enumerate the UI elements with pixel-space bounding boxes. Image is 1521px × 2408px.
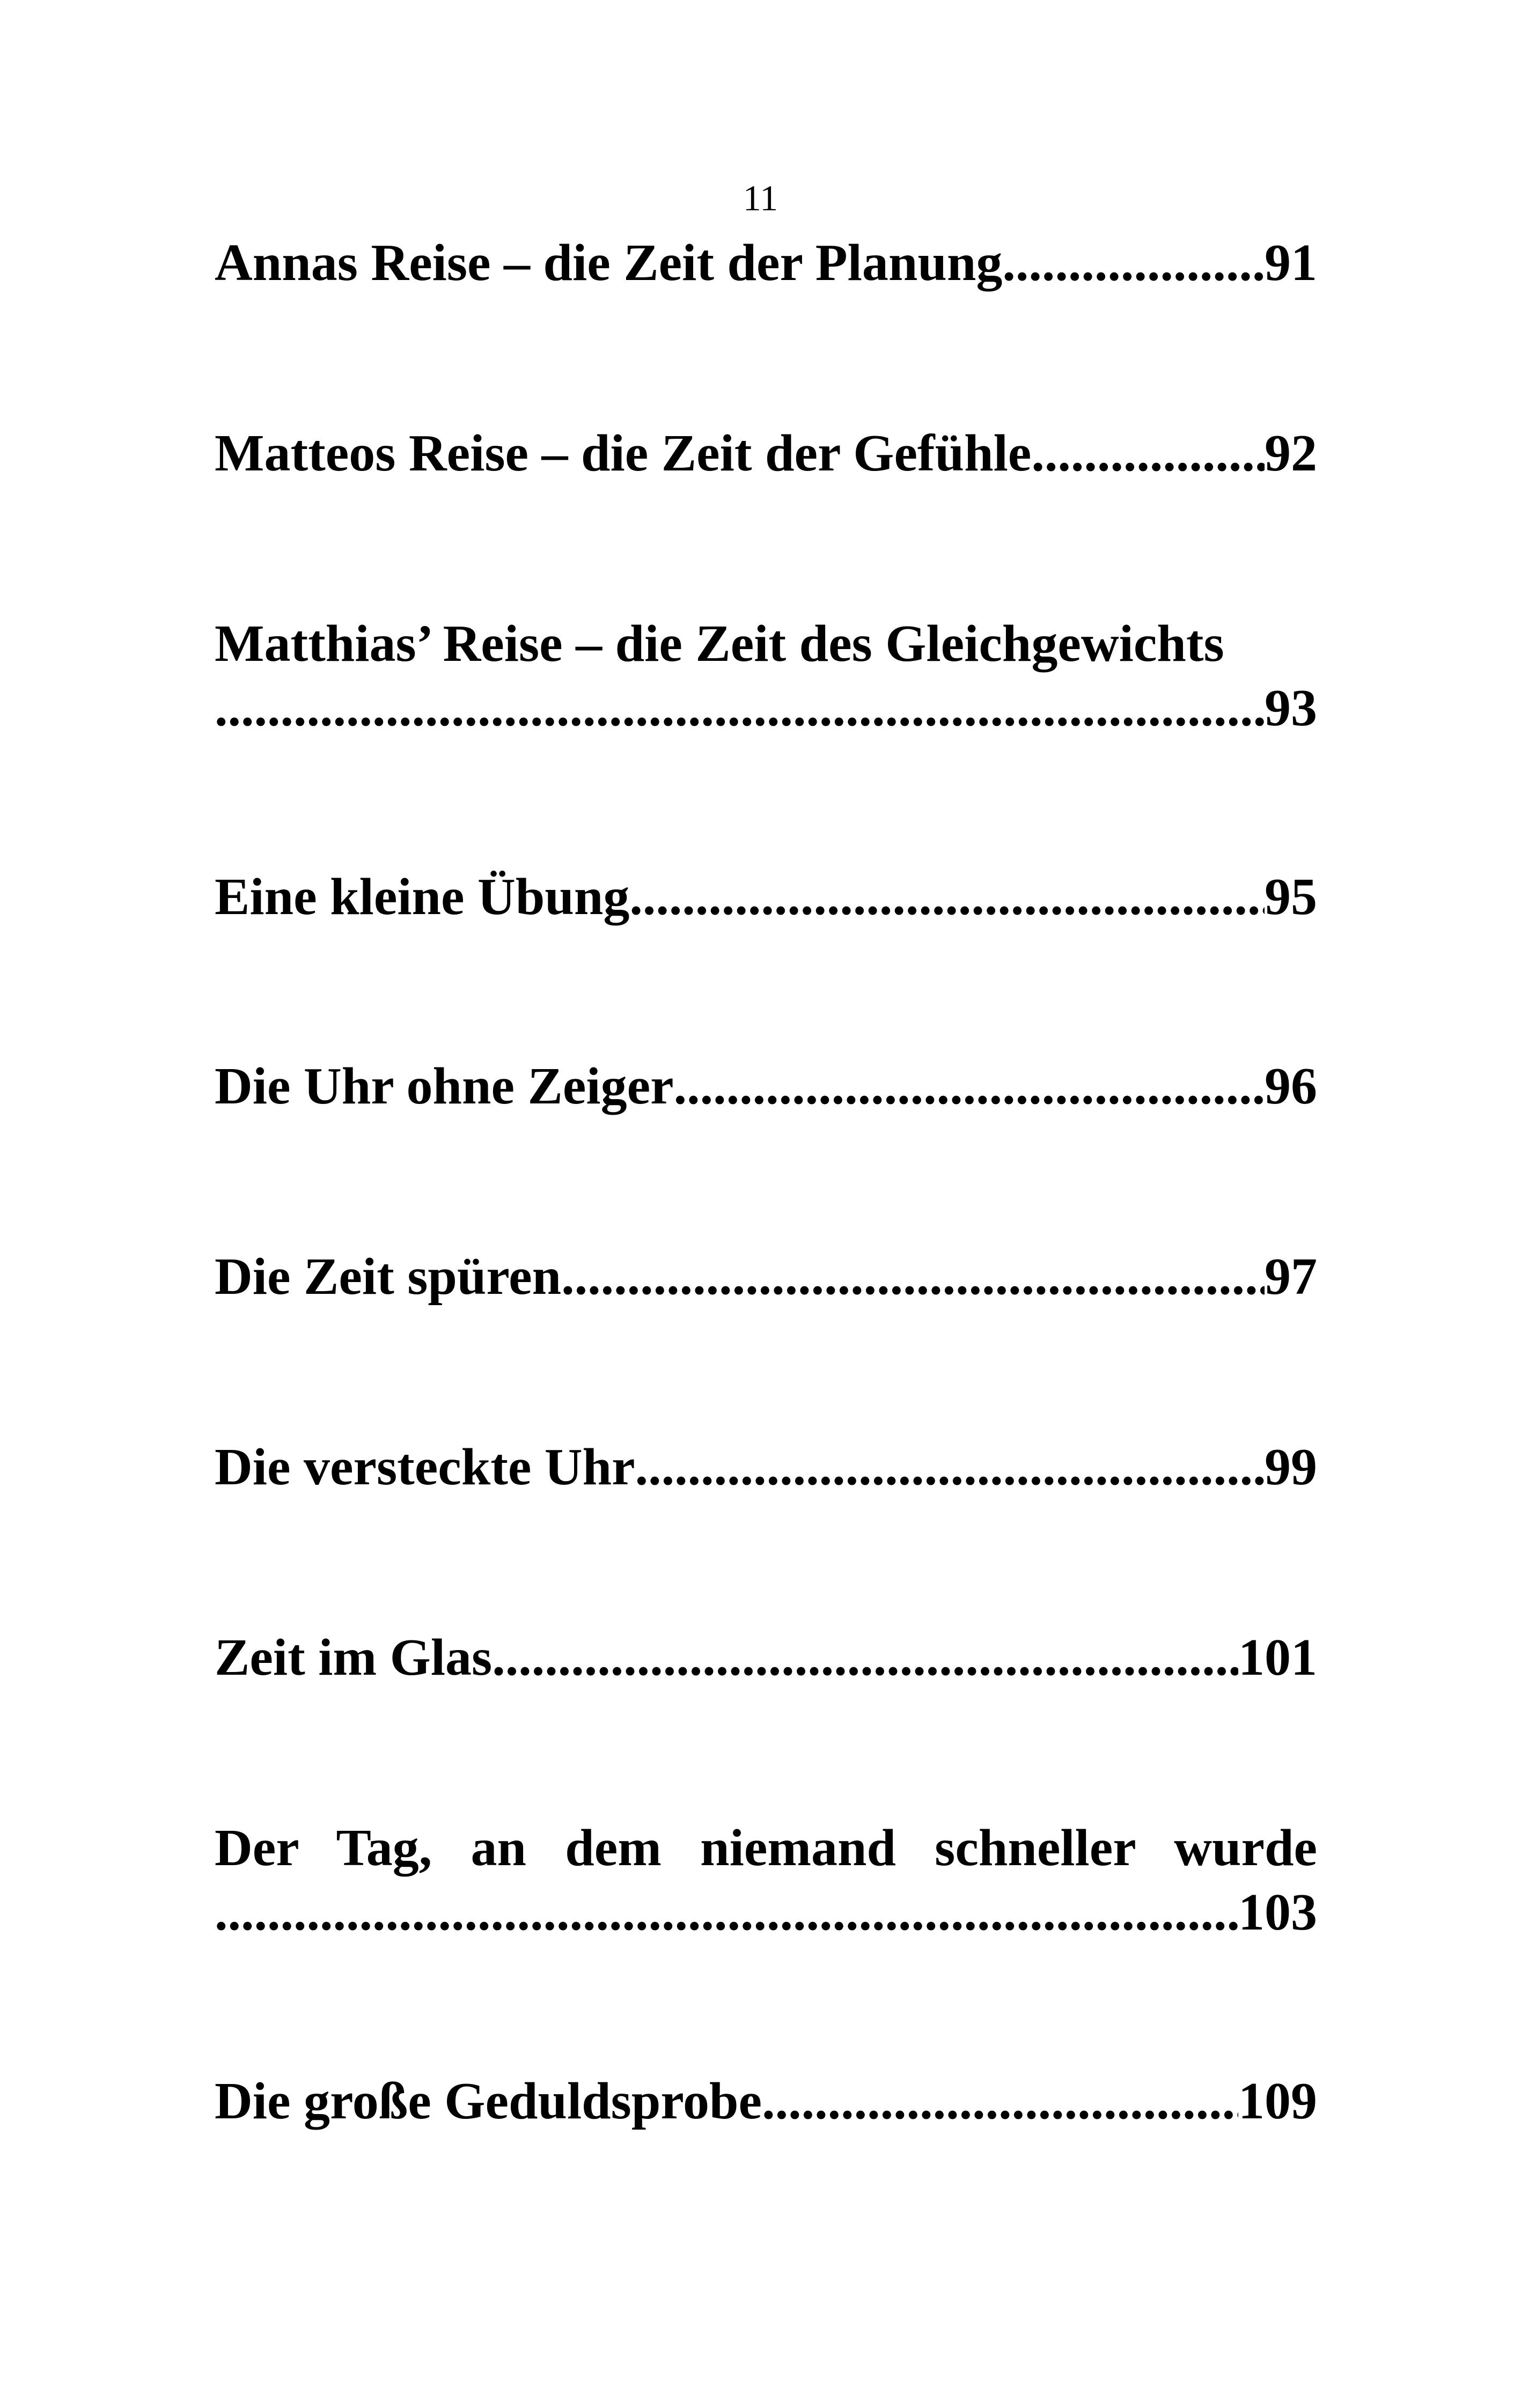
toc-leader-dots — [1031, 421, 1265, 485]
toc-leader-dots — [215, 1880, 1238, 1945]
toc-leader-dots — [1002, 231, 1265, 295]
toc-entry-title: Die große Geduldsprobe — [215, 2072, 762, 2130]
toc-leader-dots — [492, 1625, 1238, 1690]
toc-entry-title: Matteos Reise – die Zeit der Gefühle — [215, 424, 1032, 482]
toc-entry — [215, 1054, 1317, 1118]
toc-entry-page: 92 — [1265, 424, 1317, 482]
toc-entry — [215, 1816, 1317, 1945]
toc-entry — [215, 421, 1317, 485]
toc-entry — [215, 231, 1317, 295]
toc-entry-page: 93 — [1265, 679, 1317, 737]
toc-entry-title: Annas Reise – die Zeit der Planung — [215, 234, 1003, 292]
toc-entry-page: 99 — [1265, 1438, 1317, 1496]
toc-leader-dots — [215, 676, 1265, 740]
toc-entry — [215, 865, 1317, 929]
toc-leader-dots — [635, 1435, 1265, 1499]
toc-entry-page: 101 — [1238, 1629, 1317, 1687]
toc-leader-dots — [629, 865, 1265, 929]
toc-entry-title: Zeit im Glas — [215, 1629, 493, 1687]
toc-entry-title: Matthias’ Reise – die Zeit des Gleichgewichts — [215, 615, 1224, 673]
toc-entry — [215, 1625, 1317, 1690]
toc-entry-page: 109 — [1238, 2072, 1317, 2130]
toc-entry-page: 91 — [1265, 234, 1317, 292]
toc-leader-dots — [762, 2069, 1238, 2133]
toc-entry-page: 96 — [1265, 1057, 1317, 1115]
toc-entry-page: 103 — [1238, 1883, 1317, 1941]
toc-entry-title: Die Zeit spüren — [215, 1248, 562, 1306]
toc-entry — [215, 1435, 1317, 1499]
toc-entry-title: Die versteckte Uhr — [215, 1438, 635, 1496]
toc-entry — [215, 1244, 1317, 1309]
toc-entry-title: Der Tag, an dem niemand schneller wurde — [215, 1819, 1317, 1877]
toc-entry-title: Die Uhr ohne Zeiger — [215, 1057, 674, 1115]
toc-entry-page: 97 — [1265, 1248, 1317, 1306]
toc-entry-page: 95 — [1265, 868, 1317, 926]
toc-entry — [215, 612, 1317, 740]
toc-entry-title: Eine kleine Übung — [215, 868, 630, 926]
toc-entry — [215, 2069, 1317, 2133]
page-number: 11 — [743, 178, 778, 218]
toc-leader-dots — [561, 1244, 1265, 1309]
toc-leader-dots — [674, 1054, 1265, 1118]
